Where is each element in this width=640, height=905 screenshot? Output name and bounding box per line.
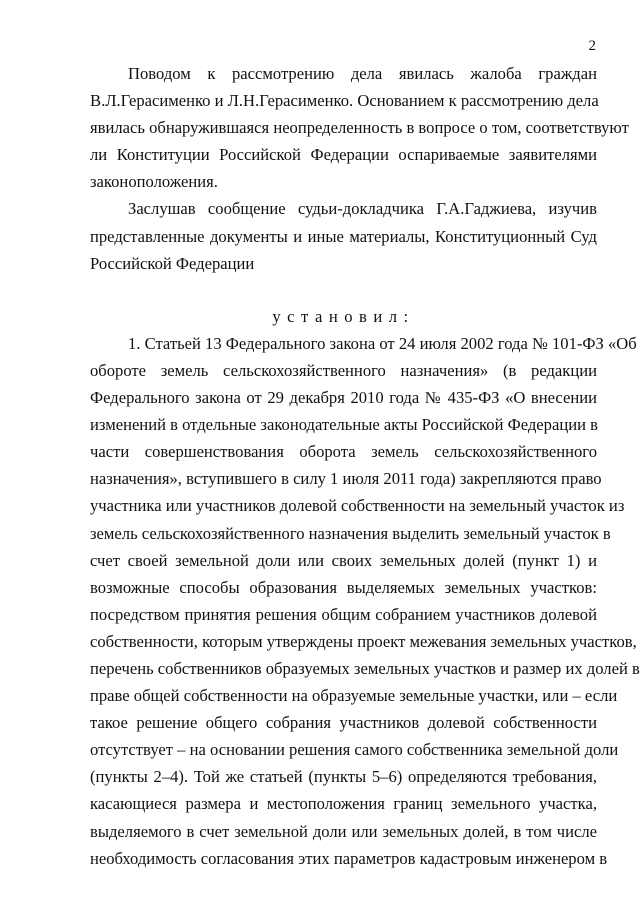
text-line: явилась обнаружившаяся неопределенность в вопросе о том, соответствуют [90,118,629,138]
text-line: Поводом к рассмотрению дела явилась жалоба граждан [128,64,597,83]
text-line: касающиеся размера и местоположения границ земельного участка, [90,794,597,814]
text-line: посредством принятия решения общим собранием участников долевой [90,604,597,624]
text-line: счет своей земельной доли или своих земельных долей (пункт 1) и [90,550,597,570]
text-line: 1. Статьей 13 Федерального закона от 24 июля 2002 года № 101-ФЗ «Об [128,333,637,353]
text-line: Заслушав сообщение судьи-докладчика Г.А.Гаджиева, изучив [128,199,597,219]
text-line: участника или участников долевой собственности на земельный участок из [90,496,625,516]
text-line: перечень собственников образуемых земельных участков и размер их долей в [90,658,640,678]
text-line: представленные документы и иные материалы, Конституционный Суд [90,226,597,246]
section-heading: установил: [272,306,415,326]
text-line: законоположения. [90,172,218,192]
page-number: 2 [588,38,596,54]
paragraph-article-13 [90,330,640,872]
paragraph-reason [90,60,629,195]
text-line: Федерального закона от 29 декабря 2010 года № 435-ФЗ «О внесении [90,388,597,408]
text-line: В.Л.Герасименко и Л.Н.Герасименко. Основанием к рассмотрению дела [90,91,599,111]
text-line: обороте земель сельскохозяйственного назначения» (в редакции [90,360,597,380]
paragraph-hearing [90,195,597,276]
text-line: ли Конституции Российской Федерации оспариваемые заявителями [90,145,597,165]
text-line: возможные способы образования выделяемых земельных участков: [90,577,597,597]
text-line: праве общей собственности на образуемые земельные участки, или – если [90,686,618,706]
text-line: назначения», вступившего в силу 1 июля 2011 года) закрепляются право [90,469,602,489]
text-line: изменений в отдельные законодательные акты Российской Федерации в [90,415,598,435]
text-line: Российской Федерации [90,253,255,273]
text-line: собственности, которым утверждены проект межевания земельных участков, [90,631,637,651]
text-line: части совершенствования оборота земель сельскохозяйственного [90,442,597,462]
text-line: выделяемого в счет земельной доли или земельных долей, в том числе [90,821,597,841]
text-line: отсутствует – на основании решения самого собственника земельной доли [90,740,619,760]
document-body [90,60,640,872]
text-line: земель сельскохозяйственного назначения выделить земельный участок в [90,523,611,543]
text-line: необходимость согласования этих параметров кадастровым инженером в [90,848,608,868]
text-line: такое решение общего собрания участников долевой собственности [90,713,597,733]
text-line: (пункты 2–4). Той же статьей (пункты 5–6) определяются требования, [90,767,597,787]
